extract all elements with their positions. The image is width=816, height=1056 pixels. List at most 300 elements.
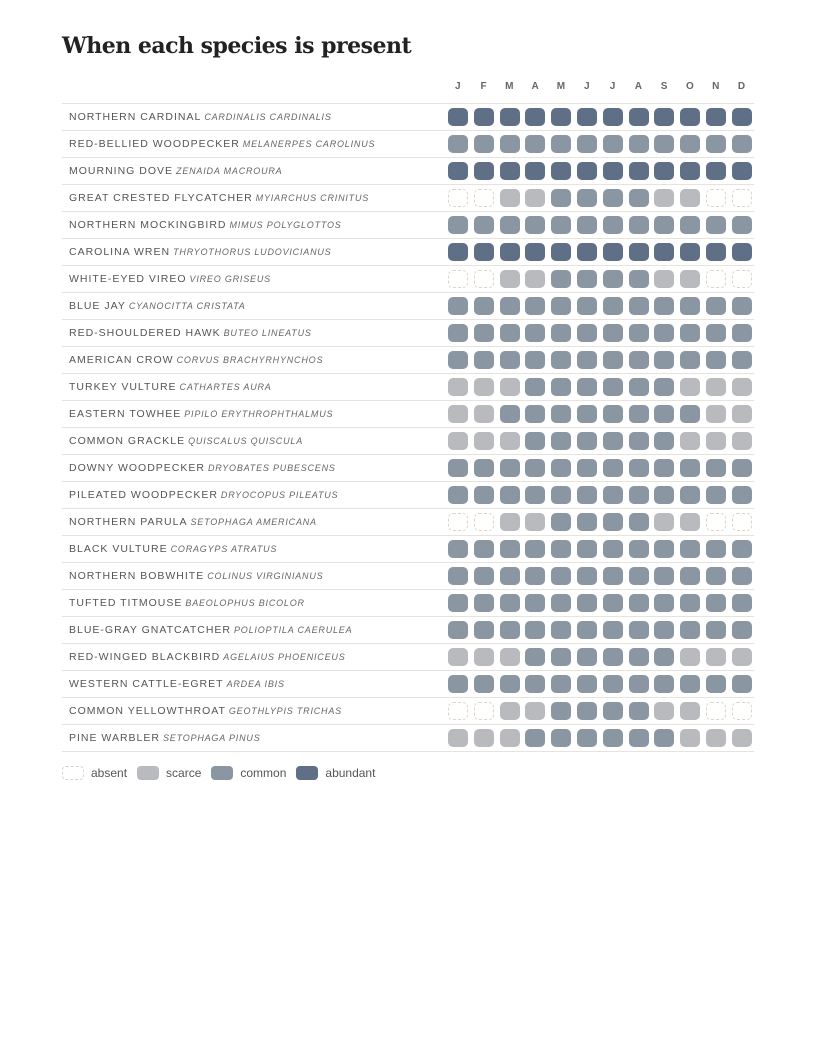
presence-cell-abundant: [629, 162, 649, 180]
presence-cell-common: [448, 540, 468, 558]
presence-cell-abundant: [654, 108, 674, 126]
legend-swatch: [137, 766, 159, 780]
presence-cell-common: [629, 324, 649, 342]
presence-cell-scarce: [732, 648, 752, 666]
scientific-name: DRYOCOPUS PILEATUS: [220, 490, 339, 500]
species-row: [62, 482, 754, 509]
presence-cell-common: [551, 702, 571, 720]
presence-cell-common: [732, 351, 752, 369]
presence-cell-common: [525, 216, 545, 234]
scientific-name: CORAGYPS ATRATUS: [170, 544, 278, 554]
presence-cell-common: [680, 135, 700, 153]
presence-cell-abundant: [603, 162, 623, 180]
presence-cell-common: [654, 621, 674, 639]
presence-cell-common: [577, 297, 597, 315]
presence-cell-common: [577, 432, 597, 450]
scientific-name: GEOTHLYPIS TRICHAS: [228, 706, 342, 716]
presence-cell-common: [525, 540, 545, 558]
presence-cell-common: [629, 486, 649, 504]
presence-cell-common: [577, 486, 597, 504]
presence-cell-common: [629, 432, 649, 450]
presence-cell-common: [706, 324, 726, 342]
presence-cell-common: [474, 621, 494, 639]
species-row: [62, 590, 754, 617]
presence-cell-common: [603, 432, 623, 450]
legend-swatch: [296, 766, 318, 780]
presence-cell-common: [629, 459, 649, 477]
common-name: NORTHERN BOBWHITE: [69, 570, 205, 582]
species-row: [62, 347, 754, 374]
presence-cell-scarce: [680, 270, 700, 288]
species-row: [62, 617, 754, 644]
presence-cell-common: [577, 135, 597, 153]
presence-cell-common: [577, 513, 597, 531]
species-label: [69, 455, 336, 481]
presence-cell-common: [603, 270, 623, 288]
month-label: D: [737, 81, 746, 92]
scientific-name: BAEOLOPHUS BICOLOR: [185, 598, 305, 608]
presence-cell-scarce: [680, 729, 700, 747]
presence-cell-common: [551, 540, 571, 558]
presence-cell-common: [603, 675, 623, 693]
month-label: M: [505, 81, 515, 92]
scientific-name: SETOPHAGA PINUS: [162, 733, 261, 743]
presence-cell-scarce: [474, 378, 494, 396]
presence-cell-abundant: [448, 162, 468, 180]
legend-label: scarce: [166, 765, 202, 780]
presence-cell-common: [577, 351, 597, 369]
month-label: A: [531, 81, 540, 92]
presence-cell-abundant: [603, 243, 623, 261]
presence-cell-scarce: [654, 513, 674, 531]
species-row: [62, 428, 754, 455]
presence-cell-common: [654, 216, 674, 234]
presence-cell-common: [525, 378, 545, 396]
common-name: COMMON YELLOWTHROAT: [69, 705, 226, 717]
species-label: [69, 536, 277, 562]
month-label: J: [454, 81, 462, 92]
scientific-name: BUTEO LINEATUS: [223, 328, 312, 338]
month-label: F: [480, 81, 488, 92]
presence-cell-abundant: [500, 162, 520, 180]
presence-cell-common: [525, 324, 545, 342]
presence-cell-scarce: [706, 432, 726, 450]
species-label: [69, 239, 332, 265]
presence-cell-common: [629, 621, 649, 639]
presence-cell-common: [629, 135, 649, 153]
legend-swatch: [62, 766, 84, 780]
species-row: [62, 239, 754, 266]
presence-cell-common: [551, 135, 571, 153]
presence-cell-common: [500, 567, 520, 585]
presence-cell-common: [603, 486, 623, 504]
species-grid: [62, 103, 754, 752]
presence-cell-common: [732, 297, 752, 315]
presence-cell-common: [654, 351, 674, 369]
presence-cell-scarce: [525, 513, 545, 531]
presence-cell-common: [629, 351, 649, 369]
month-label: M: [556, 81, 566, 92]
species-label: [69, 131, 375, 157]
presence-cell-common: [680, 594, 700, 612]
month-label: O: [686, 81, 695, 92]
scientific-name: POLIOPTILA CAERULEA: [234, 625, 353, 635]
presence-cell-common: [525, 729, 545, 747]
species-row: [62, 401, 754, 428]
presence-cell-common: [706, 486, 726, 504]
presence-cell-common: [654, 297, 674, 315]
presence-cell-common: [603, 189, 623, 207]
legend-item-absent: [62, 763, 127, 781]
presence-cell-abundant: [525, 162, 545, 180]
presence-cell-common: [706, 216, 726, 234]
species-label: [69, 104, 332, 130]
presence-cell-common: [551, 324, 571, 342]
common-name: NORTHERN MOCKINGBIRD: [69, 219, 227, 231]
scientific-name: ARDEA IBIS: [226, 679, 285, 689]
common-name: TUFTED TITMOUSE: [69, 597, 183, 609]
presence-cell-common: [577, 567, 597, 585]
presence-cell-common: [654, 648, 674, 666]
presence-cell-scarce: [474, 432, 494, 450]
presence-cell-common: [448, 324, 468, 342]
month-label: J: [583, 81, 591, 92]
presence-cell-common: [680, 405, 700, 423]
presence-cell-scarce: [732, 432, 752, 450]
presence-cell-common: [732, 486, 752, 504]
presence-cell-abundant: [680, 108, 700, 126]
presence-cell-common: [551, 486, 571, 504]
presence-cell-common: [525, 405, 545, 423]
presence-cell-common: [654, 324, 674, 342]
presence-cell-scarce: [500, 432, 520, 450]
presence-cell-common: [577, 459, 597, 477]
presence-cell-common: [654, 675, 674, 693]
presence-cell-common: [525, 459, 545, 477]
legend-item-common: [211, 763, 286, 781]
presence-cell-common: [577, 378, 597, 396]
presence-cell-common: [500, 297, 520, 315]
presence-cell-common: [654, 567, 674, 585]
presence-cell-common: [525, 135, 545, 153]
presence-cell-abundant: [680, 162, 700, 180]
presence-cell-common: [654, 540, 674, 558]
presence-cell-common: [603, 216, 623, 234]
presence-cell-scarce: [500, 513, 520, 531]
presence-cell-absent: [732, 270, 752, 288]
species-row: [62, 158, 754, 185]
common-name: WESTERN CATTLE-EGRET: [69, 678, 224, 690]
presence-cell-common: [525, 675, 545, 693]
presence-cell-common: [603, 567, 623, 585]
common-name: AMERICAN CROW: [69, 354, 174, 366]
presence-cell-absent: [732, 513, 752, 531]
scientific-name: MYIARCHUS CRINITUS: [255, 193, 370, 203]
presence-cell-common: [474, 594, 494, 612]
presence-cell-common: [577, 189, 597, 207]
presence-cell-scarce: [448, 729, 468, 747]
common-name: WHITE-EYED VIREO: [69, 273, 187, 285]
presence-cell-scarce: [525, 189, 545, 207]
presence-cell-common: [603, 378, 623, 396]
presence-cell-common: [629, 270, 649, 288]
presence-cell-common: [500, 486, 520, 504]
presence-cell-common: [500, 405, 520, 423]
presence-cell-common: [706, 540, 726, 558]
presence-cell-scarce: [706, 729, 726, 747]
presence-cell-common: [629, 189, 649, 207]
presence-cell-abundant: [551, 243, 571, 261]
presence-cell-common: [732, 675, 752, 693]
presence-cell-common: [706, 351, 726, 369]
common-name: NORTHERN CARDINAL: [69, 111, 202, 123]
presence-cell-common: [654, 594, 674, 612]
scientific-name: QUISCALUS QUISCULA: [188, 436, 304, 446]
presence-cell-abundant: [732, 108, 752, 126]
scientific-name: CARDINALIS CARDINALIS: [204, 112, 332, 122]
presence-cell-common: [680, 486, 700, 504]
presence-cell-common: [525, 486, 545, 504]
species-label: [69, 266, 271, 292]
presence-cell-common: [525, 432, 545, 450]
presence-cell-common: [474, 135, 494, 153]
presence-cell-abundant: [654, 243, 674, 261]
presence-cell-common: [525, 621, 545, 639]
scientific-name: SETOPHAGA AMERICANA: [190, 517, 317, 527]
presence-cell-common: [551, 648, 571, 666]
presence-cell-scarce: [474, 648, 494, 666]
presence-cell-common: [706, 297, 726, 315]
species-label: [69, 509, 317, 535]
presence-cell-common: [603, 135, 623, 153]
presence-cell-common: [551, 270, 571, 288]
presence-cell-scarce: [448, 432, 468, 450]
presence-cell-common: [500, 351, 520, 369]
presence-cell-common: [629, 513, 649, 531]
presence-cell-common: [448, 621, 468, 639]
presence-cell-abundant: [474, 162, 494, 180]
common-name: RED-SHOULDERED HAWK: [69, 327, 221, 339]
species-row: [62, 131, 754, 158]
species-label: [69, 212, 342, 238]
presence-cell-scarce: [500, 648, 520, 666]
species-row: [62, 455, 754, 482]
month-label: S: [660, 81, 668, 92]
presence-cell-common: [629, 216, 649, 234]
presence-cell-scarce: [680, 189, 700, 207]
presence-cell-common: [577, 405, 597, 423]
common-name: RED-BELLIED WOODPECKER: [69, 138, 240, 150]
presence-cell-scarce: [654, 270, 674, 288]
species-row: [62, 212, 754, 239]
presence-cell-common: [551, 216, 571, 234]
presence-cell-common: [551, 351, 571, 369]
presence-cell-abundant: [629, 243, 649, 261]
presence-cell-common: [706, 459, 726, 477]
species-label: [69, 401, 333, 427]
presence-cell-absent: [732, 702, 752, 720]
presence-cell-common: [551, 297, 571, 315]
presence-cell-common: [603, 513, 623, 531]
species-row: [62, 293, 754, 320]
presence-cell-common: [577, 702, 597, 720]
scientific-name: PIPILO ERYTHROPHTHALMUS: [184, 409, 334, 419]
legend-swatch: [211, 766, 233, 780]
presence-cell-common: [629, 405, 649, 423]
presence-cell-abundant: [448, 108, 468, 126]
presence-cell-common: [500, 621, 520, 639]
presence-cell-common: [551, 459, 571, 477]
scientific-name: CYANOCITTA CRISTATA: [128, 301, 246, 311]
species-row: [62, 671, 754, 698]
presence-cell-common: [500, 594, 520, 612]
species-label: [69, 617, 352, 643]
scientific-name: CATHARTES AURA: [179, 382, 272, 392]
legend-label: common: [240, 765, 287, 780]
presence-cell-common: [732, 540, 752, 558]
presence-cell-common: [551, 675, 571, 693]
presence-cell-scarce: [448, 648, 468, 666]
presence-cell-abundant: [525, 108, 545, 126]
presence-cell-scarce: [525, 270, 545, 288]
presence-cell-common: [525, 297, 545, 315]
presence-cell-common: [448, 675, 468, 693]
species-row: [62, 644, 754, 671]
presence-cell-common: [603, 540, 623, 558]
presence-cell-common: [732, 135, 752, 153]
presence-cell-common: [603, 297, 623, 315]
presence-cell-common: [551, 432, 571, 450]
presence-cell-common: [577, 648, 597, 666]
common-name: CAROLINA WREN: [69, 246, 171, 258]
presence-cell-abundant: [551, 162, 571, 180]
presence-cell-common: [706, 135, 726, 153]
presence-cell-common: [603, 351, 623, 369]
presence-cell-abundant: [474, 108, 494, 126]
month-header: [62, 81, 754, 97]
presence-cell-common: [654, 405, 674, 423]
species-row: [62, 185, 754, 212]
presence-cell-common: [629, 567, 649, 585]
presence-cell-abundant: [680, 243, 700, 261]
presence-cell-absent: [448, 270, 468, 288]
presence-cell-abundant: [706, 243, 726, 261]
presence-cell-common: [680, 675, 700, 693]
species-label: [69, 563, 323, 589]
presence-cell-absent: [448, 702, 468, 720]
presence-cell-common: [629, 540, 649, 558]
presence-cell-common: [525, 648, 545, 666]
species-label: [69, 590, 305, 616]
presence-cell-scarce: [654, 189, 674, 207]
presence-cell-common: [706, 621, 726, 639]
presence-cell-common: [577, 270, 597, 288]
species-label: [69, 374, 272, 400]
presence-cell-abundant: [629, 108, 649, 126]
presence-cell-abundant: [706, 162, 726, 180]
presence-cell-scarce: [500, 189, 520, 207]
species-label: [69, 347, 323, 373]
presence-cell-scarce: [474, 405, 494, 423]
presence-cell-scarce: [680, 432, 700, 450]
presence-cell-common: [525, 351, 545, 369]
species-row: [62, 374, 754, 401]
common-name: TURKEY VULTURE: [69, 381, 177, 393]
scientific-name: ZENAIDA MACROURA: [176, 166, 283, 176]
presence-cell-absent: [448, 189, 468, 207]
presence-cell-common: [474, 675, 494, 693]
presence-cell-common: [448, 459, 468, 477]
presence-cell-abundant: [732, 243, 752, 261]
presence-cell-absent: [448, 513, 468, 531]
presence-cell-absent: [706, 702, 726, 720]
presence-cell-common: [551, 513, 571, 531]
presence-cell-scarce: [654, 702, 674, 720]
presence-cell-scarce: [500, 270, 520, 288]
presence-cell-common: [732, 459, 752, 477]
species-row: [62, 509, 754, 536]
presence-cell-absent: [706, 270, 726, 288]
presence-cell-common: [629, 648, 649, 666]
presence-cell-common: [706, 594, 726, 612]
common-name: PINE WARBLER: [69, 732, 160, 744]
chart-title: When each species is present: [62, 33, 412, 59]
presence-cell-common: [500, 324, 520, 342]
presence-cell-common: [448, 567, 468, 585]
scientific-name: VIREO GRISEUS: [189, 274, 271, 284]
presence-cell-common: [577, 216, 597, 234]
legend-label: absent: [91, 765, 128, 780]
presence-cell-common: [551, 567, 571, 585]
presence-cell-scarce: [732, 405, 752, 423]
presence-cell-scarce: [706, 648, 726, 666]
presence-cell-abundant: [706, 108, 726, 126]
presence-cell-common: [603, 405, 623, 423]
common-name: DOWNY WOODPECKER: [69, 462, 205, 474]
presence-cell-common: [500, 459, 520, 477]
legend-item-scarce: [137, 763, 201, 781]
presence-cell-abundant: [474, 243, 494, 261]
presence-cell-abundant: [448, 243, 468, 261]
presence-cell-abundant: [525, 243, 545, 261]
presence-cell-common: [603, 459, 623, 477]
presence-cell-common: [732, 324, 752, 342]
presence-cell-common: [551, 405, 571, 423]
presence-cell-common: [500, 675, 520, 693]
species-label: [69, 158, 283, 184]
scientific-name: MELANERPES CAROLINUS: [242, 139, 376, 149]
presence-cell-common: [732, 594, 752, 612]
presence-cell-common: [577, 621, 597, 639]
presence-cell-scarce: [525, 702, 545, 720]
presence-cell-common: [629, 594, 649, 612]
presence-cell-absent: [732, 189, 752, 207]
presence-cell-scarce: [680, 513, 700, 531]
presence-cell-common: [603, 729, 623, 747]
presence-cell-common: [474, 216, 494, 234]
presence-cell-common: [448, 216, 468, 234]
legend-label: abundant: [325, 765, 376, 780]
common-name: COMMON GRACKLE: [69, 435, 186, 447]
presence-cell-abundant: [577, 162, 597, 180]
presence-cell-abundant: [577, 108, 597, 126]
species-row: [62, 266, 754, 293]
presence-cell-absent: [474, 513, 494, 531]
presence-cell-scarce: [448, 405, 468, 423]
presence-cell-scarce: [680, 378, 700, 396]
presence-cell-common: [551, 378, 571, 396]
common-name: GREAT CRESTED FLYCATCHER: [69, 192, 253, 204]
